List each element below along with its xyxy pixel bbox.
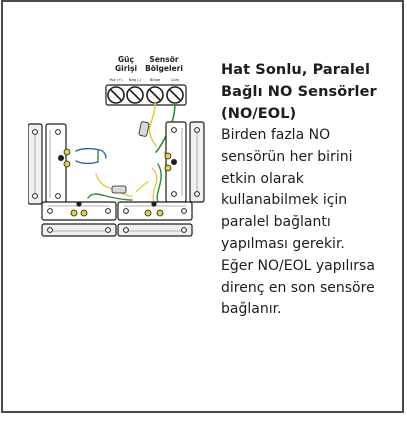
- body-line-3: etkin olarak: [221, 170, 304, 187]
- terminal-screw-com: [167, 87, 183, 103]
- sensor-bottom-left: [42, 201, 116, 236]
- terminal-label-pos: Poz (+): [109, 78, 123, 82]
- sensor-bottom-right: [118, 201, 192, 236]
- resistor-middle: [112, 186, 126, 193]
- sensor-left-vertical: [28, 124, 70, 204]
- body-line-9: bağlanır.: [221, 301, 282, 318]
- title-line-1: Hat Sonlu, Paralel: [221, 62, 371, 78]
- description-body: [221, 125, 391, 321]
- sensor-right-vertical: [165, 122, 204, 202]
- description-title: [221, 59, 391, 125]
- frame-top-edge: [1, 0, 404, 2]
- sensor-label-line1: Sensör: [149, 55, 179, 64]
- body-line-2: sensörün her birini: [221, 148, 353, 165]
- body-line-7: Eğer NO/EOL yapılırsa: [221, 257, 375, 274]
- power-label-line2: Girişi: [114, 64, 138, 73]
- terminal-screw-neg: [127, 87, 143, 103]
- sensor-label-line2: Bölgeleri: [145, 64, 183, 73]
- description-block: [221, 59, 391, 321]
- title-line-2: Bağlı NO Sensörler: [221, 84, 377, 100]
- title-line-3: (NO/EOL): [221, 106, 297, 122]
- wiring-diagram: [28, 52, 210, 242]
- terminal-label-zone: Bölge: [149, 78, 161, 82]
- terminal-label-com: Com: [170, 78, 180, 82]
- power-label-line1: Güç: [118, 55, 134, 64]
- body-line-5: paralel bağlantı: [221, 214, 331, 231]
- body-line-1: Birden fazla NO: [221, 127, 331, 143]
- body-line-8: direnç en son sensöre: [221, 279, 375, 296]
- body-line-4: kullanabilmek için: [221, 192, 348, 209]
- terminal-screw-zone: [147, 87, 163, 103]
- body-line-6: yapılması gerekir.: [221, 235, 345, 252]
- terminal-label-neg: Neg (-): [128, 78, 142, 82]
- terminal-block: [106, 85, 186, 105]
- resistor-top: [139, 121, 150, 136]
- terminal-screw-pos: [108, 87, 124, 103]
